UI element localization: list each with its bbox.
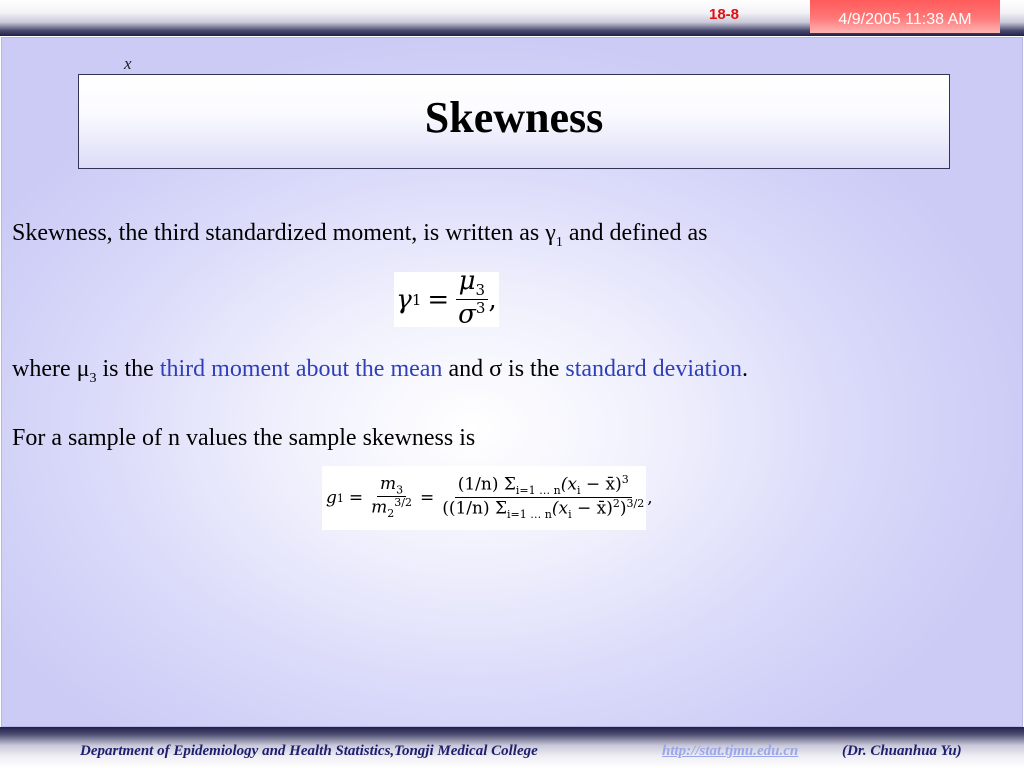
- where-paragraph: [12, 356, 748, 387]
- num-sum-range: i=1 … n: [515, 484, 561, 498]
- definition-text-end: and defined as: [562, 220, 708, 246]
- third-moment-link[interactable]: third moment about the mean: [159, 356, 443, 382]
- formula-fraction: [455, 268, 488, 330]
- skewness-formula: [394, 266, 499, 330]
- m2-sub: 2: [387, 506, 395, 520]
- num-term: (x: [560, 475, 577, 496]
- moment-ratio-fraction: [368, 473, 415, 521]
- num-term-sub: i: [576, 484, 581, 498]
- datetime-label: 4/9/2005 11:38 AM: [810, 0, 1000, 33]
- formula-lhs: γ: [396, 284, 412, 315]
- num-sup: 3: [621, 473, 629, 487]
- g1-sub: 1: [336, 491, 344, 505]
- footer-author: (Dr. Chuanhua Yu): [842, 743, 962, 759]
- den-sq: 2: [612, 496, 620, 510]
- footer-bar: [0, 727, 1024, 768]
- den-term-rest: − x̄): [571, 498, 613, 519]
- den-close: ): [619, 498, 627, 519]
- footer-department: Department of Epidemiology and Health Statistics,Tongji Medical College: [80, 743, 538, 759]
- slide-title: Skewness: [424, 93, 604, 142]
- sample-sum-fraction: [439, 474, 647, 521]
- formula-lhs-sub: 1: [411, 290, 422, 309]
- den-term-sub: i: [568, 508, 572, 521]
- title-box: [78, 74, 950, 169]
- gamma-subscript: 1: [555, 234, 563, 250]
- m2-sup: 3/2: [394, 495, 412, 509]
- footer-link[interactable]: http://stat.tjmu.edu.cn: [662, 743, 799, 759]
- equals-sign-1: =: [348, 488, 364, 508]
- where-text-2: is the: [96, 356, 160, 382]
- where-text-3: and σ is the: [442, 356, 566, 382]
- sample-paragraph: For a sample of n values the sample skewness is: [12, 425, 476, 451]
- formula-numerator-sub: 3: [475, 281, 486, 300]
- m2-symbol: m: [371, 497, 388, 518]
- num-sum: (1/n) Σ: [457, 475, 516, 496]
- definition-paragraph: [12, 220, 707, 251]
- sample-skewness-formula: [322, 466, 653, 530]
- equals-sign-2: =: [419, 488, 435, 508]
- den-sum-range: i=1 … n: [507, 508, 552, 521]
- formula2-comma: ,: [647, 488, 653, 508]
- header-bar: [0, 0, 1024, 36]
- slide-content: [1, 37, 1023, 727]
- den-sum: ((1/n) Σ: [442, 498, 508, 519]
- definition-text: Skewness, the third standardized moment, is written as γ: [12, 220, 556, 246]
- where-text: where μ: [12, 356, 90, 382]
- standard-deviation-link[interactable]: standard deviation: [565, 356, 742, 382]
- num-term-rest: − x̄): [580, 475, 622, 496]
- den-term: (x: [551, 498, 569, 519]
- m3-sub: 3: [396, 483, 404, 497]
- corner-symbol: x: [124, 54, 132, 73]
- g1-symbol: g: [326, 488, 337, 508]
- slide-number: 18-8: [708, 6, 740, 23]
- m3-symbol: m: [379, 473, 397, 494]
- den-sup: 3/2: [626, 496, 645, 510]
- where-text-4: .: [741, 356, 748, 382]
- formula-comma: ,: [488, 284, 497, 315]
- formula-denominator: σ: [458, 299, 476, 330]
- formula-denominator-sup: 3: [475, 299, 486, 318]
- equals-sign: =: [427, 284, 450, 315]
- formula-numerator: μ: [458, 266, 476, 297]
- mu-subscript: 3: [89, 370, 97, 386]
